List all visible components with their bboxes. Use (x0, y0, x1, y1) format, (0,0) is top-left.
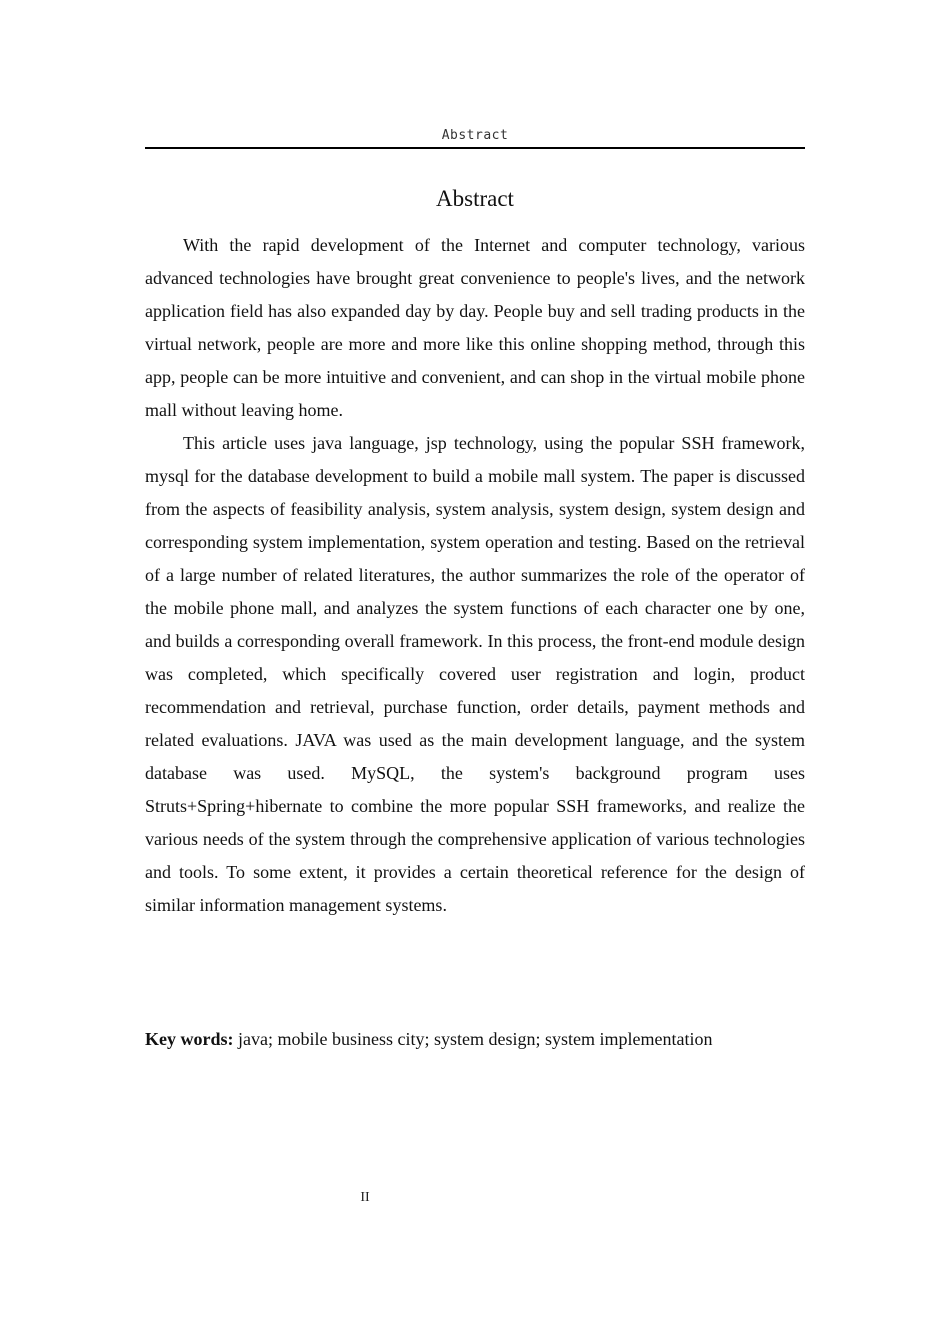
page-number: II (360, 1190, 370, 1205)
keywords-label: Key words: (145, 1029, 234, 1049)
keywords-text: java; mobile business city; system design; system implementation (238, 1029, 713, 1049)
abstract-body (145, 229, 805, 922)
page-title: Abstract (436, 186, 514, 211)
keywords-line (145, 1023, 805, 1056)
abstract-paragraph-1: With the rapid development of the Internet and computer technology, various advanced technologies have brought great convenience to people's lives, and the network application field has also expanded day by day. People buy and sell trading products in the virtual network, people are more and more like this online shopping method, through this app, people can be more intuitive and convenient, and can shop in the virtual mobile phone mall without leaving home. (145, 235, 805, 420)
abstract-paragraph-2: This article uses java language, jsp technology, using the popular SSH framework, mysql for the database development to build a mobile mall system. The paper is discussed from the aspects of feasibility analysis, system analysis, system design, system design and corresponding system implementation, system operation and testing. Based on the retrieval of a large number of related literatures, the author summarizes the role of the operator of the mobile phone mall, and analyzes the system functions of each character one by one, and builds a corresponding overall framework. In this process, the front-end module design was completed, which specifically covered user registration and login, product recommendation and retrieval, purchase function, order details, payment methods and related evaluations. JAVA was used as the main development language, and the system database was used. MySQL, the system's background program uses Struts+Spring+hibernate to combine the more popular SSH frameworks, and realize the various needs of the system through the comprehensive application of various technologies and tools. To some extent, it provides a certain theoretical reference for the design of similar information management systems. (145, 433, 805, 915)
running-header: Abstract (441, 128, 509, 143)
header-divider (145, 147, 805, 149)
